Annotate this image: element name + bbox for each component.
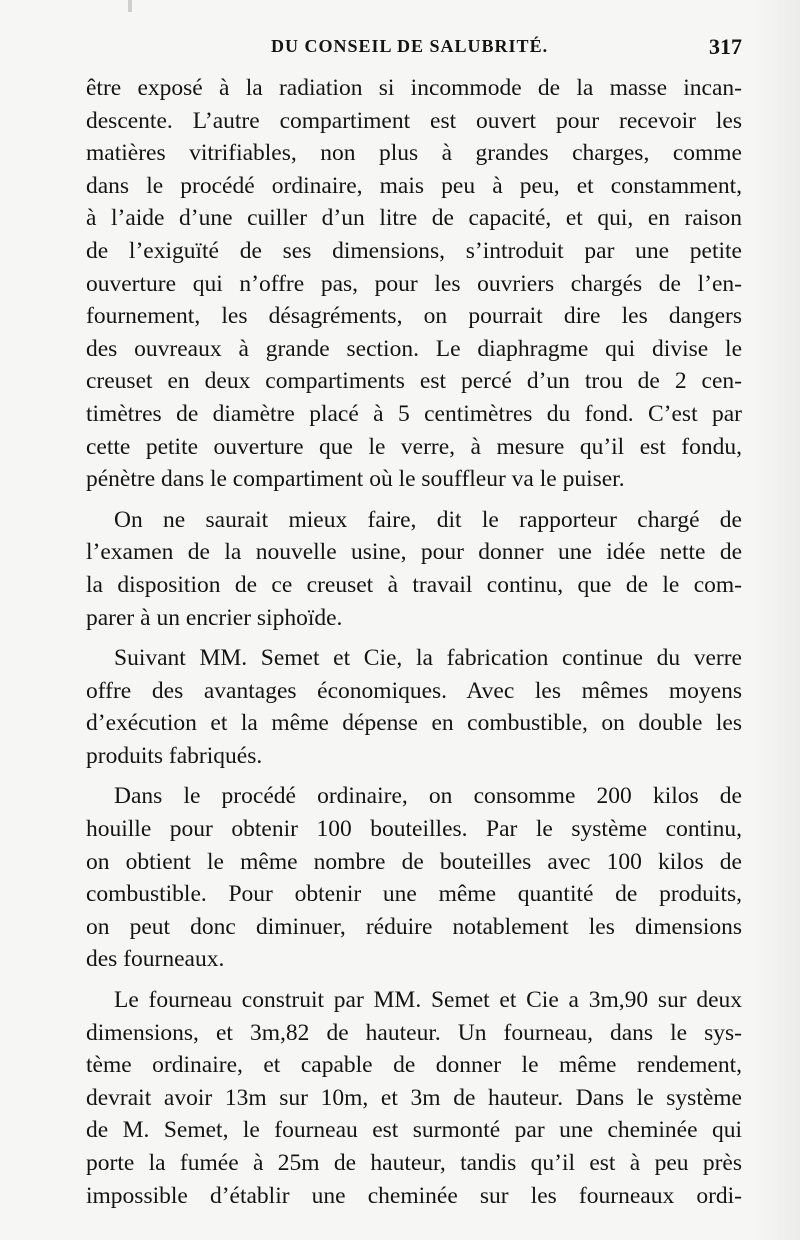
text-line: dimensions, et 3m,82 de hauteur. Un fourneau, dans le sys- (86, 1019, 742, 1046)
text-line: tème ordinaire, et capable de donner le même rendement, (86, 1052, 742, 1079)
text-line: à l’aide d’une cuiller d’un litre de capacité, et qui, en raison (86, 205, 742, 232)
page-header (86, 32, 742, 62)
text-line: descente. L’autre compartiment est ouvert pour recevoir les (86, 107, 742, 134)
text-line: l’examen de la nouvelle usine, pour donner une idée nette de (86, 539, 742, 566)
text-line: être exposé à la radiation si incommode de la masse incan- (86, 75, 742, 101)
text-line: la disposition de ce creuset à travail continu, que de le com- (86, 571, 742, 598)
running-title: DU CONSEIL DE SALUBRITÉ. (271, 36, 549, 56)
text-line: Suivant MM. Semet et Cie, la fabrication continue du verre (114, 645, 742, 672)
text-line: matières vitrifiables, non plus à grandes charges, comme (86, 140, 742, 167)
text-line: houille pour obtenir 100 bouteilles. Par le système continu, (86, 816, 742, 843)
text-line: ouverture qui n’offre pas, pour les ouvriers chargés de l’en- (86, 270, 742, 297)
page-number: 317 (709, 34, 742, 59)
page-edge-shadow (754, 0, 800, 1240)
text-line: des ouvreaux à grande section. Le diaphragme qui divise le (86, 335, 742, 362)
text-line: combustible. Pour obtenir une même quantité de produits, (86, 881, 742, 908)
text-line: de M. Semet, le fourneau est surmonté par une cheminée qui (86, 1117, 742, 1144)
text-line: porte la fumée à 25m de hauteur, tandis qu’il est à peu près (86, 1150, 742, 1176)
text-line: cette petite ouverture que le verre, à mesure qu’il est fondu, (86, 433, 742, 460)
text-line: Dans le procédé ordinaire, on consomme 200 kilos de (114, 783, 742, 810)
paragraph-gap (86, 772, 742, 780)
paragraph-gap (86, 634, 742, 642)
text-line: on obtient le même nombre de bouteilles avec 100 kilos de (86, 848, 742, 875)
text-line: pénètre dans le compartiment où le souffleur va le puiser. (86, 466, 625, 493)
text-line: fournement, les désagréments, on pourrait dire les dangers (86, 303, 742, 330)
text-line: des fourneaux. (86, 946, 225, 973)
body-text (86, 72, 742, 1212)
text-line: On ne saurait mieux faire, dit le rapporteur chargé de (114, 506, 742, 533)
text-line: Le fourneau construit par MM. Semet et Cie a 3m,90 sur deux (114, 987, 742, 1014)
text-line: timètres de diamètre placé à 5 centimètres du fond. C’est par (86, 400, 742, 427)
text-line: devrait avoir 13m sur 10m, et 3m de hauteur. Dans le système (86, 1084, 742, 1111)
text-line: on peut donc diminuer, réduire notablement les dimensions (86, 913, 742, 940)
paragraph-gap (86, 976, 742, 984)
scan-mark (128, 0, 132, 12)
text-line: creuset en deux compartiments est percé d’un trou de 2 cen- (86, 368, 742, 395)
text-line: impossible d’établir une cheminée sur les fourneaux ordi- (86, 1182, 742, 1209)
text-line: d’exécution et la même dépense en combustible, on double les (86, 710, 742, 737)
paragraph-gap (86, 496, 742, 504)
text-line: parer à un encrier siphoïde. (86, 604, 343, 631)
text-line: dans le procédé ordinaire, mais peu à peu, et constamment, (86, 172, 742, 199)
text-line: offre des avantages économiques. Avec les mêmes moyens (86, 677, 742, 704)
text-line: de l’exiguïté de ses dimensions, s’introduit par une petite (86, 237, 742, 264)
text-line: produits fabriqués. (86, 742, 263, 769)
